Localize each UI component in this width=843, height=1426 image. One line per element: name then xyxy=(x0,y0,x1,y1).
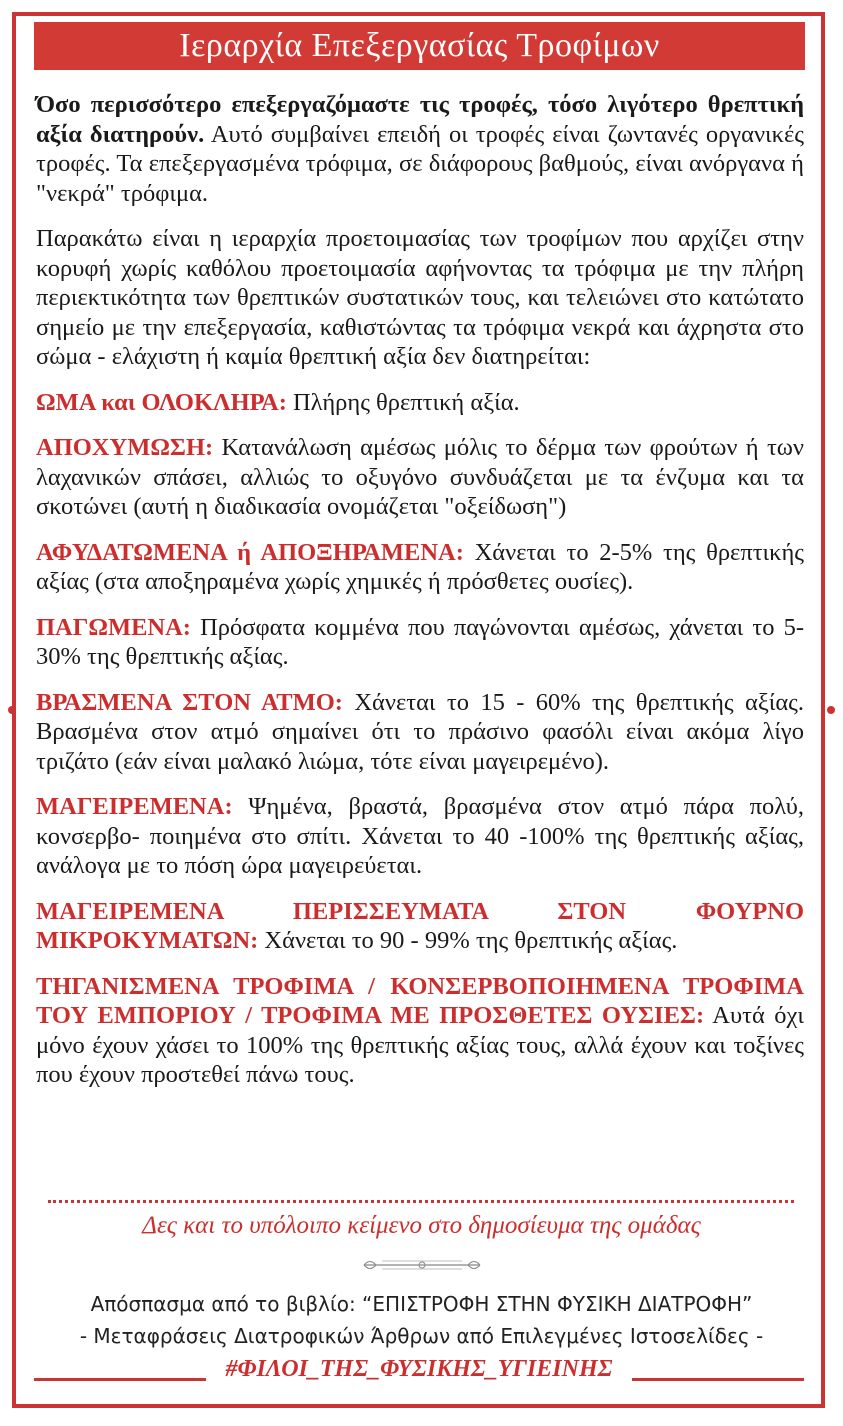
source-credit xyxy=(0,1288,843,1352)
item-text: Χάνεται το 90 - 99% της θρεπτικής αξίας. xyxy=(258,927,678,954)
list-item-steamed xyxy=(36,688,804,777)
hashtag-footer xyxy=(34,1356,804,1388)
list-item-cooked xyxy=(36,792,804,881)
hierarchy-paragraph: Παρακάτω είναι η ιεραρχία προετοιμασίας των τροφίμων που αρχίζει στην κορυφή χωρίς καθόλου προετοιμασία αφήνοντας τα τρόφιμα με την πλήρη περιεκτικότητα των θρεπτικών συστατικών τους, και τελειώνει στο κατώτατο σημείο με την επεξεργασία, καθιστώντας τα τρόφιμα νεκρά και άχρηστα στο σώμα - ελάχιστη ή καμία θρεπτική αξία δεν διατηρείται: xyxy=(36,225,804,370)
item-text: Πλήρης θρεπτική αξία. xyxy=(286,388,520,416)
list-item-fried-canned xyxy=(36,972,804,1090)
item-label: ΩΜΑ και ΟΛΟΚΛΗΡΑ: xyxy=(36,388,287,416)
item-text: Χάνεται το 2-5% της θρεπτικής αξίας (στα αποξηραμένα χωρίς χημικές ή πρόσθετες ουσίες). xyxy=(36,538,804,595)
list-item-raw xyxy=(36,388,804,418)
item-text: Χάνεται το 15 - 60% της θρεπτικής αξίας. Βρασμένα στον ατμό σημαίνει ότι το πράσινο φασόλι είναι ακόμα λίγο τριζάτο (εάν είναι μαλακό λιώμα, τότε είναι μαγειρεμένο). xyxy=(36,688,805,775)
item-label: ΤΗΓΑΝΙΣΜΕΝΑ ΤΡΟΦΙΜΑ / ΚΟΝΣΕΡΒΟΠΟΙΗΜΕΝΑ ΤΡΟΦΙΜΑ ΤΟΥ ΕΜΠΟΡΙΟΥ / ΤΡΟΦΙΜΑ ΜΕ ΠΡΟΣΘΕΤΕΣ ΟΥΣΙΕΣ: xyxy=(36,972,804,1029)
intro-rest: Αυτό συμβαίνει επειδή οι τροφές είναι ζωντανές οργανικές τροφές. Τα επεξεργασμένα τρόφιμα, σε διάφορους βαθμούς, είναι ανόργανα ή "νεκρά" τρόφιμα. xyxy=(36,120,804,207)
item-label: ΑΦΥΔΑΤΩΜΕΝΑ ή ΑΠΟΞΗΡΑΜΕΝΑ: xyxy=(36,538,464,566)
page-title: Ιεραρχία Επεξεργασίας Τροφίμων xyxy=(34,22,805,70)
item-label: ΒΡΑΣΜΕΝΑ ΣΤΟΝ ΑΤΜΟ: xyxy=(36,688,343,716)
source-translations: - Μεταφράσεις Διατροφικών Άρθρων από Επιλεγμένες Ιστοσελίδες - xyxy=(79,1324,764,1348)
intro-bold: Όσο περισσότερο επεξεργαζόμαστε τις τροφές, τόσο λιγότερο θρεπτική αξία διατηρούν. xyxy=(36,91,804,148)
list-item-dehydrated xyxy=(36,538,804,597)
intro-paragraph xyxy=(36,90,804,208)
item-text: Αυτά όχι μόνο έχουν χάσει το 100% της θρεπτικής αξίας τους, αλλά έχουν και τοξίνες που έχουν προστεθεί πάνω τους. xyxy=(36,1002,804,1088)
dotted-divider xyxy=(48,1200,794,1203)
frame-dot-right xyxy=(827,706,835,714)
item-text: Ψημένα, βραστά, βρασμένα στον ατμό πάρα πολύ, κονσερβο- ποιημένα στο σπίτι. Χάνεται το 40 -100% της θρεπτικής αξίας, ανάλογα με το πόση ώρα μαγειρεύεται. xyxy=(36,793,804,879)
list-item-juicing xyxy=(36,433,804,522)
item-text: Κατανάλωση αμέσως μόλις το δέρμα των φρούτων ή των λαχανικών σπάσει, αλλιώς το οξυγόνο συνδυάζεται με τα ένζυμα και τα σκοτώνει (αυτή η διαδικασία ονομάζεται "οξείδωση") xyxy=(36,434,804,520)
item-label: ΠΑΓΩΜΕΝΑ: xyxy=(36,613,191,641)
article-body xyxy=(36,90,804,1106)
see-more-note: Δες και το υπόλοιπο κείμενο στο δημοσίευμα της ομάδας xyxy=(142,1212,701,1239)
item-label: ΜΑΓΕΙΡΕΜΕΝΑ ΠΕΡΙΣΣΕΥΜΑΤΑ ΣΤΟΝ ΦΟΥΡΝΟ ΜΙΚΡΟΚΥΜΑΤΩΝ: xyxy=(36,897,804,954)
frame-dot-left xyxy=(8,706,16,714)
item-label: ΑΠΟΧΥΜΩΣΗ: xyxy=(36,434,214,461)
list-item-microwaved xyxy=(36,897,804,956)
list-item-frozen xyxy=(36,613,804,672)
source-book: Απόσπασμα από το βιβλίο: “ΕΠΙΣΤΡΟΦΗ ΣΤΗΝ ΦΥΣΙΚΗ ΔΙΑΤΡΟΦΗ” xyxy=(90,1292,753,1316)
hashtag-link[interactable]: #ΦΙΛΟΙ_ΤΗΣ_ΦΥΣΙΚΗΣ_ΥΓΙΕΙΝΗΣ xyxy=(225,1356,613,1382)
ornament-divider-icon xyxy=(358,1256,486,1274)
item-label: ΜΑΓΕΙΡΕΜΕΝΑ: xyxy=(36,793,233,820)
item-text: Πρόσφατα κομμένα που παγώνονται αμέσως, χάνεται το 5-30% της θρεπτικής αξίας. xyxy=(36,613,804,670)
